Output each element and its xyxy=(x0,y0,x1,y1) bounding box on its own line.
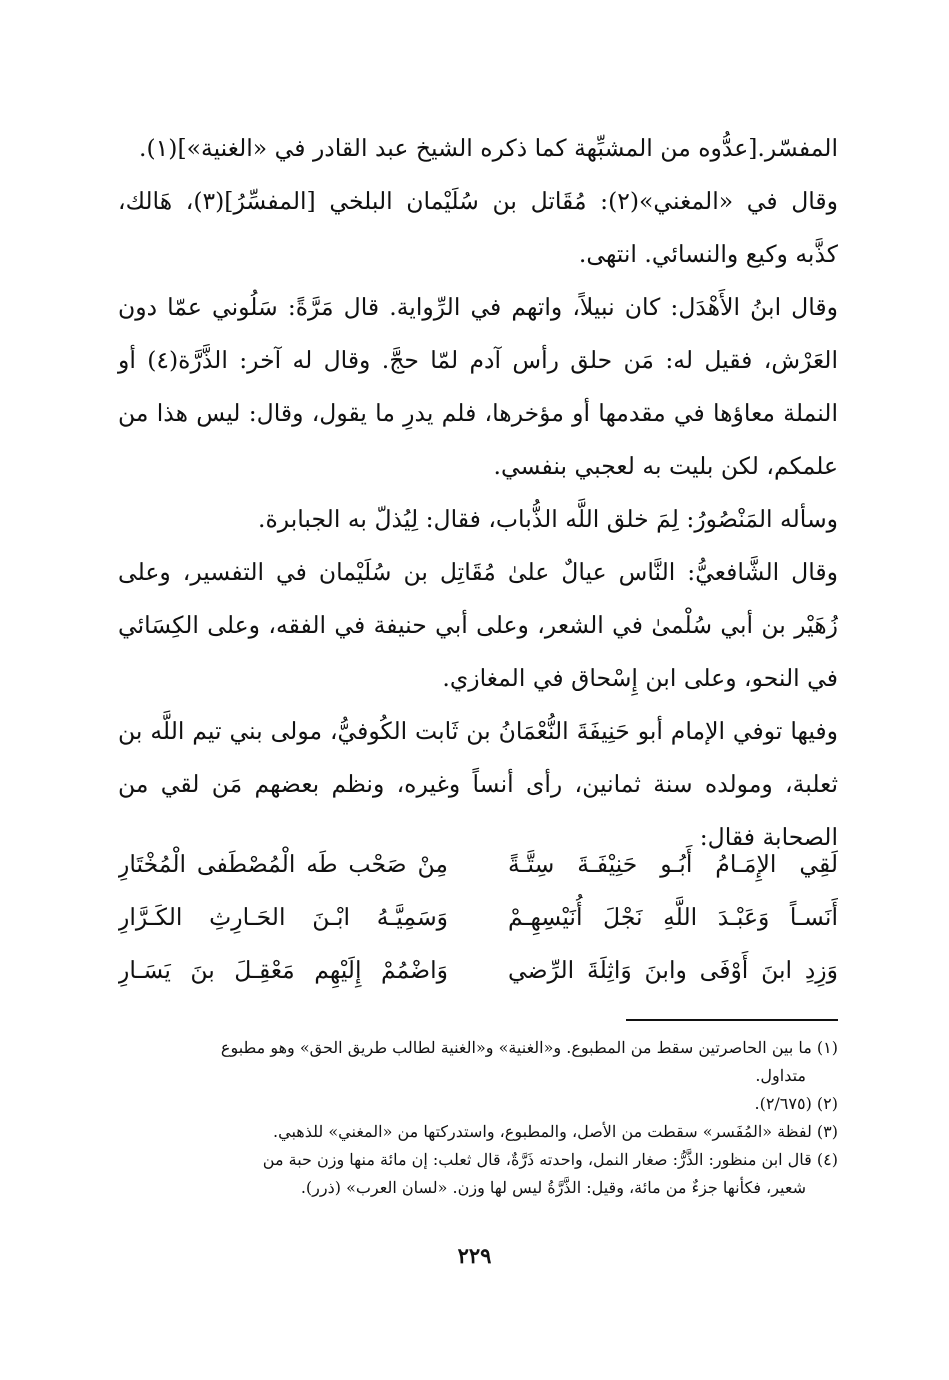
footnotes xyxy=(118,1034,838,1202)
paragraph-3: وقال ابنُ الأَهْدَل: كان نبيلاً، واتهم في الرِّواية. قال مَرَّةً: سَلُوني عمّا دون العَرْش، فقيل له: مَن حلق رأس آدم لمّا حجَّ. وقال له آخر: الذَّرَّة(٤) أو النملة معاؤها في مقدمها أو مؤخرها، فلم يدرِ ما يقول، وقال: ليس هذا من علمكم، لكن بليت به لعجبي بنفسي. xyxy=(118,293,838,480)
paragraph-5: وقال الشَّافعيُّ: النَّاس عيالٌ علىٰ مُقَاتِل بن سُلَيْمان في التفسير، وعلى زُهَيْر بن أبي سُلْمىٰ في الشعر، وعلى أبي حنيفة في الفقه، وعلى الكِسَائي في النحو، وعلى ابن إِسْحاق في المغازي. xyxy=(118,558,838,692)
footnote-separator xyxy=(626,1019,838,1021)
poem-first-hemistich: لَقِي الإِمَـامُ أَبُـو حَنِيْفَـةَ سِتَّـةً xyxy=(508,850,838,878)
poem-verse xyxy=(118,944,838,997)
paragraph-6: وفيها توفي الإمام أبو حَنِيفَةَ النُّعْمَانُ بن ثَابت الكُوفيُّ، مولى بني تيم اللَّه بن ثعلبة، ومولده سنة ثمانين، رأى أنساً وغيره، ونظم بعضهم مَن لقي من الصحابة فقال: xyxy=(118,717,838,851)
footnote-line: متداول. xyxy=(755,1066,806,1085)
poem-first-hemistich: وَزِدِ ابنَ أَوْفَى وابنَ وَاثِلَةَ الرِّضي xyxy=(508,956,838,984)
footnote-line: (٢) (٢/٦٧٥). xyxy=(754,1094,838,1113)
poem-second-hemistich: وَسَمِيَّـهُ ابْـنَ الحَـارِثِ الكَـرَّارِ xyxy=(118,903,448,931)
poem-first-hemistich: أَنَسـاً وَعَبْـدَ اللَّهِ نَجْلَ أُنَيْسِهِـمْ xyxy=(508,903,838,931)
poem-verse xyxy=(118,838,838,891)
poem-verse xyxy=(118,891,838,944)
footnote-line: شعير، فكأنها جزءٌ من مائة، وقيل: الذَّرَّةُ ليس لها وزن. «لسان العرب» (ذرر). xyxy=(300,1178,806,1197)
poem-second-hemistich: وَاضْمُمْ إِلَيْهِم مَعْقِـلَ بنَ يَسَـارِ xyxy=(118,956,448,984)
main-text xyxy=(118,122,838,864)
footnote-line: (١) ما بين الحاصرتين سقط من المطبوع. و«الغنية» و«الغنية لطالب طريق الحق» وهو مطبوع xyxy=(220,1038,838,1057)
footnote-line: (٤) قال ابن منظور: الذَّرُّ: صغار النمل، واحدته ذَرَّةٌ، قال ثعلب: إن مائة منها وزن حبة من xyxy=(262,1150,838,1169)
poem xyxy=(118,838,838,997)
paragraph-1: المفسّر.[عدُّوه من المشبِّهة كما ذكره الشيخ عبد القادر في «الغنية»](١). xyxy=(139,134,838,162)
poem-second-hemistich: مِنْ صَحْب طَه الْمُصْطَفى الْمُخْتَارِ xyxy=(118,850,448,878)
footnote-line: (٣) لفظة «المُفَسر» سقطت من الأصل، والمطبوع، واستدركتها من «المغني» للذهبي. xyxy=(273,1122,838,1141)
paragraph-4: وسأله المَنْصُورُ: لِمَ خلق اللَّه الذُّباب، فقال: لِيُذلّ به الجبابرة. xyxy=(257,505,838,533)
page-number: ٢٢٩ xyxy=(457,1243,492,1268)
paragraph-2: وقال في «المغني»(٢): مُقَاتل بن سُلَيْمان البلخي [المفسِّرُ](٣)، هَالك، كذَّبه وكيع والنسائي. انتهى. xyxy=(118,187,839,268)
